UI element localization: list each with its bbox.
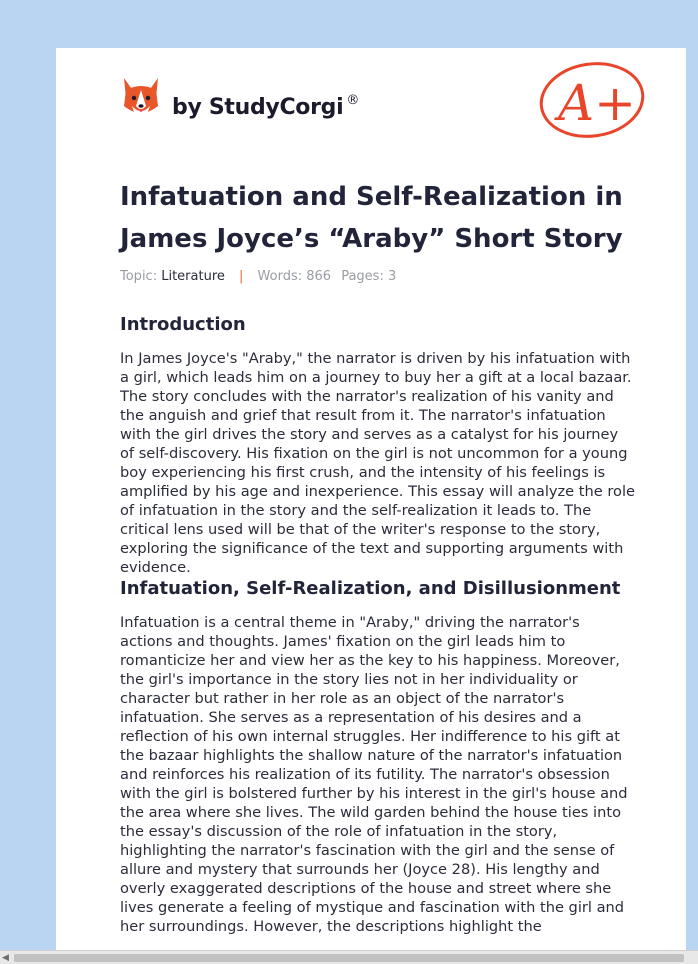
scroll-left-icon[interactable]: ◀ — [2, 953, 9, 963]
document-page — [56, 48, 686, 951]
horizontal-scrollbar[interactable] — [0, 950, 698, 964]
a-plus-grade-icon — [538, 58, 648, 140]
scrollbar-thumb[interactable] — [14, 954, 684, 962]
introduction-paragraph: In James Joyce's "Araby," the narrator is driven by his infatuation with a girl, which leads him on a journey to buy her a gift at a local bazaar. The story concludes with the narrator's realization of his vanity and the anguish and grief that result from it. The narrator's infatuation with the girl drives the story and serves as a catalyst for his journey of self-discovery. His fixation on the girl is not uncommon for a young boy experiencing his first crush, and the intensity of his feelings is amplified by his age and inexperience. This essay will analyze the role of infatuation in the story and the self-realization it leads to. The critical lens used will be that of the writer's response to the story, exploring the significance of the text and supporting arguments with evidence. — [120, 350, 636, 576]
infatuation-paragraph: Infatuation is a central theme in "Araby," driving the narrator's actions and thoughts. James' fixation on the girl leads him to romanticize her and view her as the key to his happiness. Moreover, the girl's importance in the story lies not in her individuality or character but rather in her role as an object of the narrator's infatuation. She serves as a representation of his desires and a reflection of his own internal struggles. Her indifference to his gift at the bazaar highlights the shallow nature of the narrator's infatuation and reinforces his realization of its futility. The narrator's obsession with the girl is bolstered further by his interest in the girl's house and the area where she lives. The wild garden behind the house ties into the essay's discussion of the role of infatuation in the story, highlighting the narrator's fascination with the girl and the sense of allure and mystery that surrounds her (Joyce 28). His lengthy and overly exaggerated descriptions of the house and street where she lives generate a feeling of mystique and fascination with the girl and her surroundings. However, the descriptions highlight the — [120, 614, 628, 935]
studycorgi-logo[interactable] — [120, 76, 359, 122]
word-count: Words: 866 — [257, 269, 332, 284]
page-count: Pages: 3 — [341, 269, 397, 284]
topic-link[interactable]: Literature — [161, 269, 225, 284]
grade-text: A+ — [558, 74, 637, 132]
meta-separator: | — [239, 269, 244, 284]
topic-label: Topic: — [120, 269, 158, 284]
brand-text: by StudyCorgi — [172, 94, 344, 120]
essay-title: Infatuation and Self-Realization in James Joyce’s “Araby” Short Story — [120, 182, 623, 254]
registered-mark: ® — [346, 92, 360, 108]
section-heading-infatuation: Infatuation, Self-Realization, and Disillusionment — [120, 578, 621, 599]
corgi-icon — [120, 76, 162, 122]
brand-name — [172, 93, 359, 120]
essay-meta — [120, 269, 396, 284]
section-heading-introduction: Introduction — [120, 314, 246, 335]
